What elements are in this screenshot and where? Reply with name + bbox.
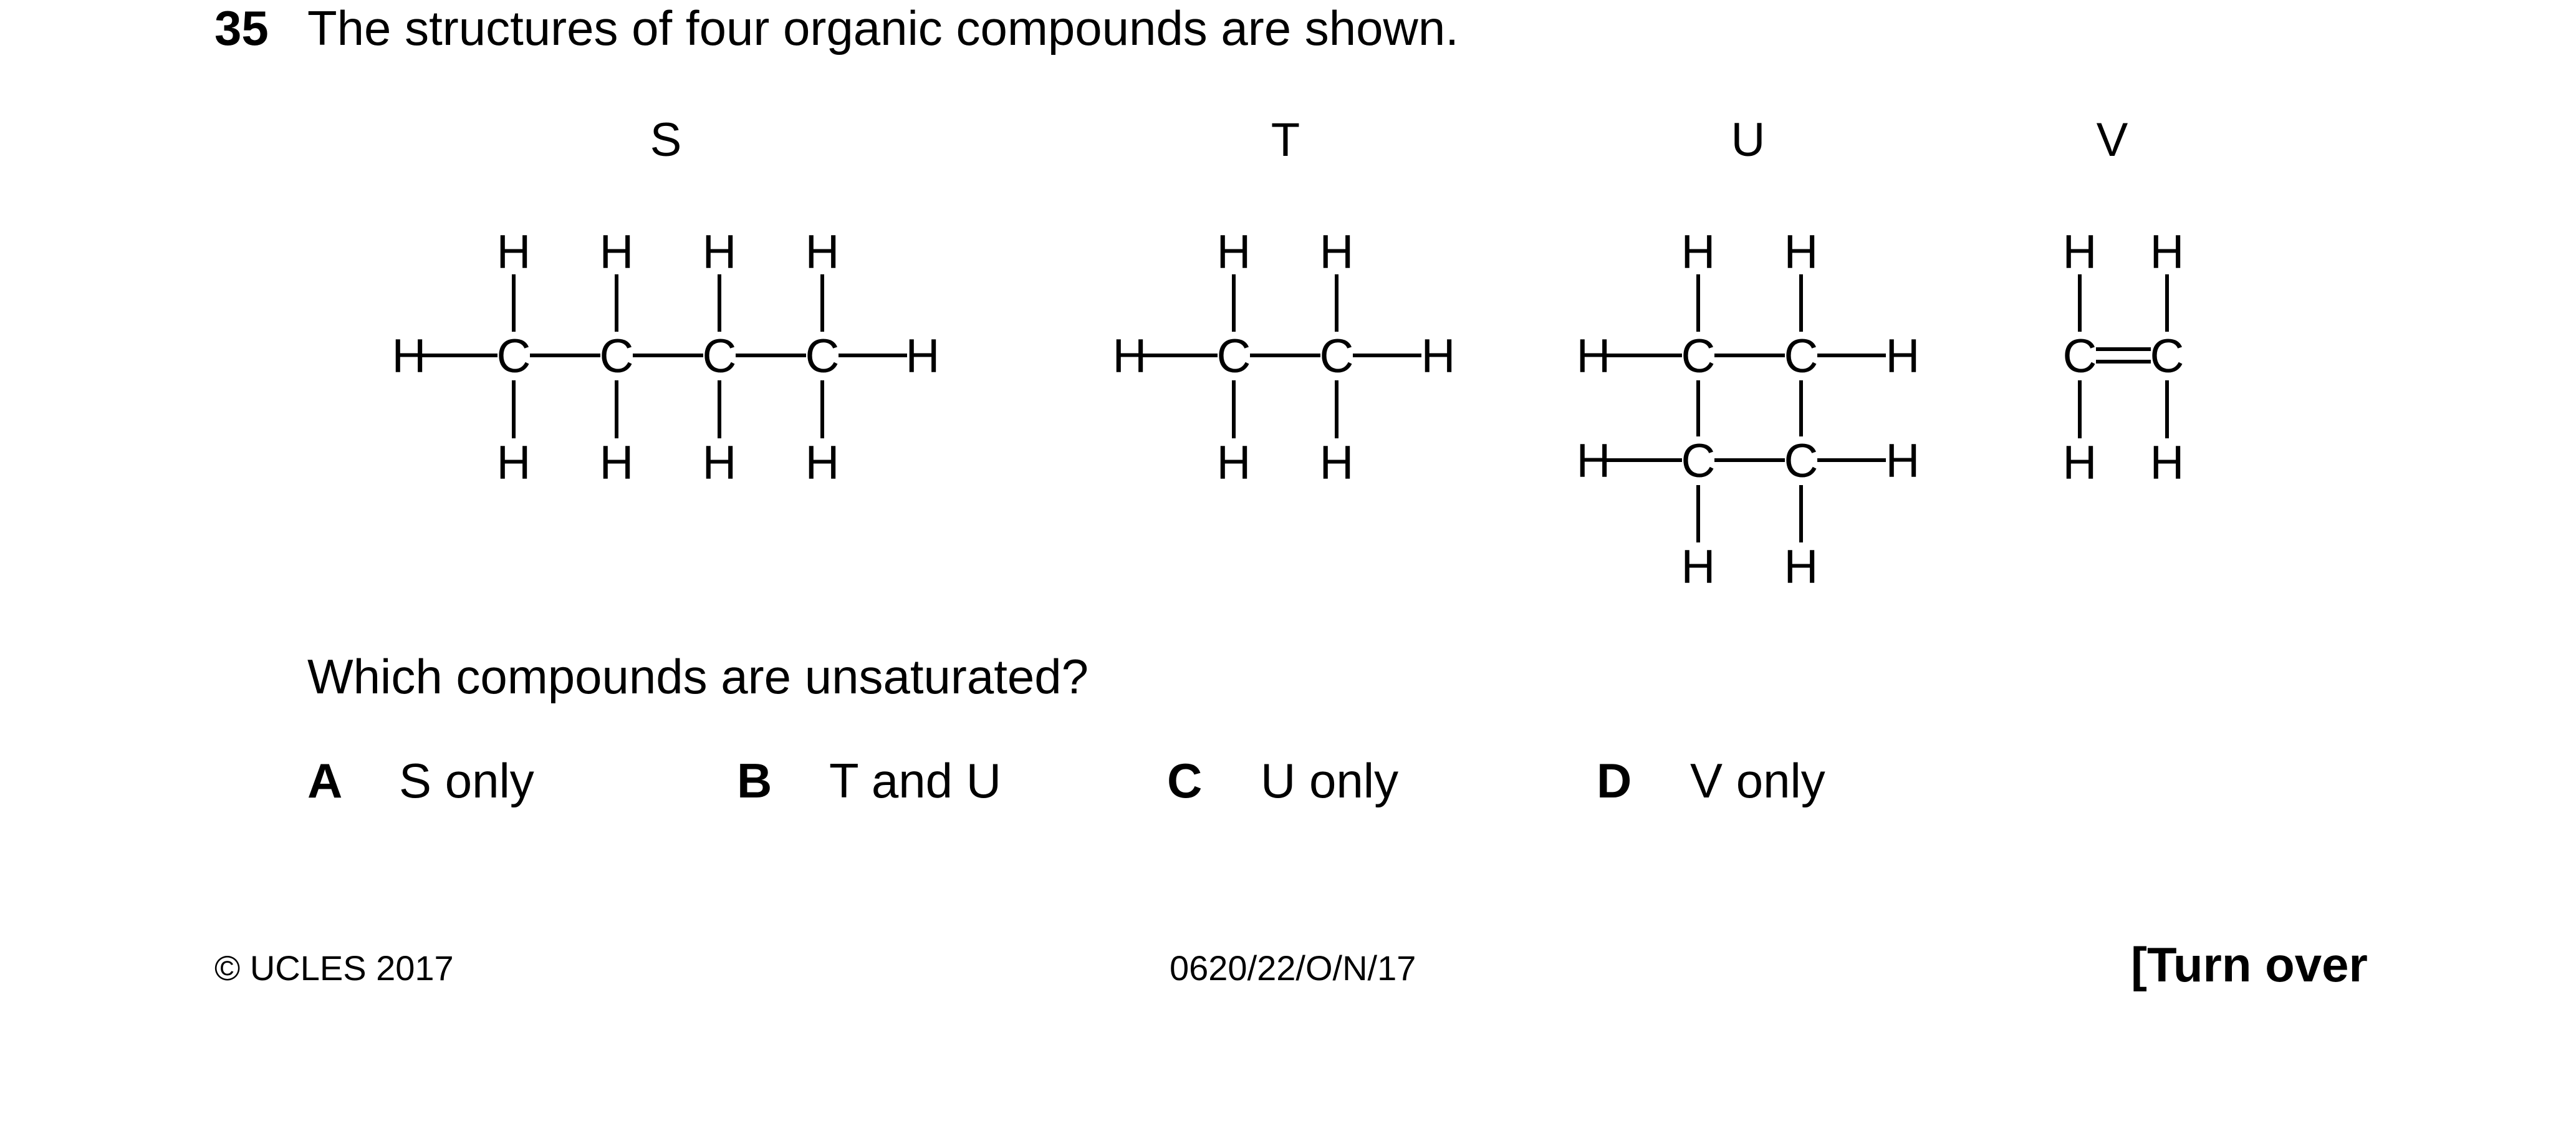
atom-c: C [1784,330,1819,383]
compound-label-t: T [1271,113,1300,166]
atom-c: C [805,330,840,383]
option-b-letter[interactable]: B [737,753,772,808]
atom-h: H [805,436,840,489]
compound-label-u: U [1731,113,1766,166]
option-b-text[interactable]: T and U [829,753,1002,808]
atom-h: H [1421,330,1456,383]
atom-h: H [1681,226,1716,279]
option-a-text[interactable]: S only [399,753,534,808]
footer-copyright: © UCLES 2017 [214,948,454,988]
structure-t [1113,226,1456,489]
atom-h: H [1681,541,1716,594]
atom-c: C [1681,435,1716,488]
structure-v [2063,226,2184,489]
atom-h: H [392,330,426,383]
atom-h: H [2062,436,2097,489]
atom-h: H [599,436,634,489]
atom-h: H [702,436,737,489]
atom-h: H [2150,226,2184,279]
atom-c: C [496,330,531,383]
atom-h: H [1885,435,1920,488]
atom-h: H [1216,436,1251,489]
atom-h: H [1216,226,1251,279]
atom-h: H [496,436,531,489]
compound-label-s: S [650,113,682,166]
atom-h: H [2150,436,2184,489]
atom-h: H [1784,226,1819,279]
atom-c: C [2062,330,2097,383]
atom-h: H [805,226,840,279]
footer-turn-over: [Turn over [2131,937,2368,992]
compound-label-v: V [2096,113,2128,166]
atom-h: H [1885,330,1920,383]
atom-h: H [2062,226,2097,279]
option-a-letter[interactable]: A [307,753,343,808]
structure-u [1577,226,1920,594]
option-d-letter[interactable]: D [1597,753,1632,808]
atom-h: H [1319,436,1354,489]
atom-h: H [1784,541,1819,594]
footer-paper-code: 0620/22/O/N/17 [1170,948,1416,988]
question-number: 35 [214,1,269,55]
atom-h: H [599,226,634,279]
atom-c: C [2150,330,2184,383]
atom-h: H [905,330,940,383]
structure-s [392,226,940,489]
atom-h: H [1576,330,1611,383]
atom-c: C [1784,435,1819,488]
atom-h: H [496,226,531,279]
atom-h: H [1112,330,1147,383]
atom-c: C [1681,330,1716,383]
atom-c: C [702,330,737,383]
question-prompt: Which compounds are unsaturated? [307,649,1089,704]
atom-c: C [1319,330,1354,383]
atom-h: H [1319,226,1354,279]
option-d-text[interactable]: V only [1690,753,1825,808]
atom-c: C [1216,330,1251,383]
atom-c: C [599,330,634,383]
option-c-letter[interactable]: C [1167,753,1203,808]
option-c-text[interactable]: U only [1261,753,1399,808]
atom-h: H [702,226,737,279]
question-stem: The structures of four organic compounds are shown. [307,1,1459,55]
atom-h: H [1576,435,1611,488]
